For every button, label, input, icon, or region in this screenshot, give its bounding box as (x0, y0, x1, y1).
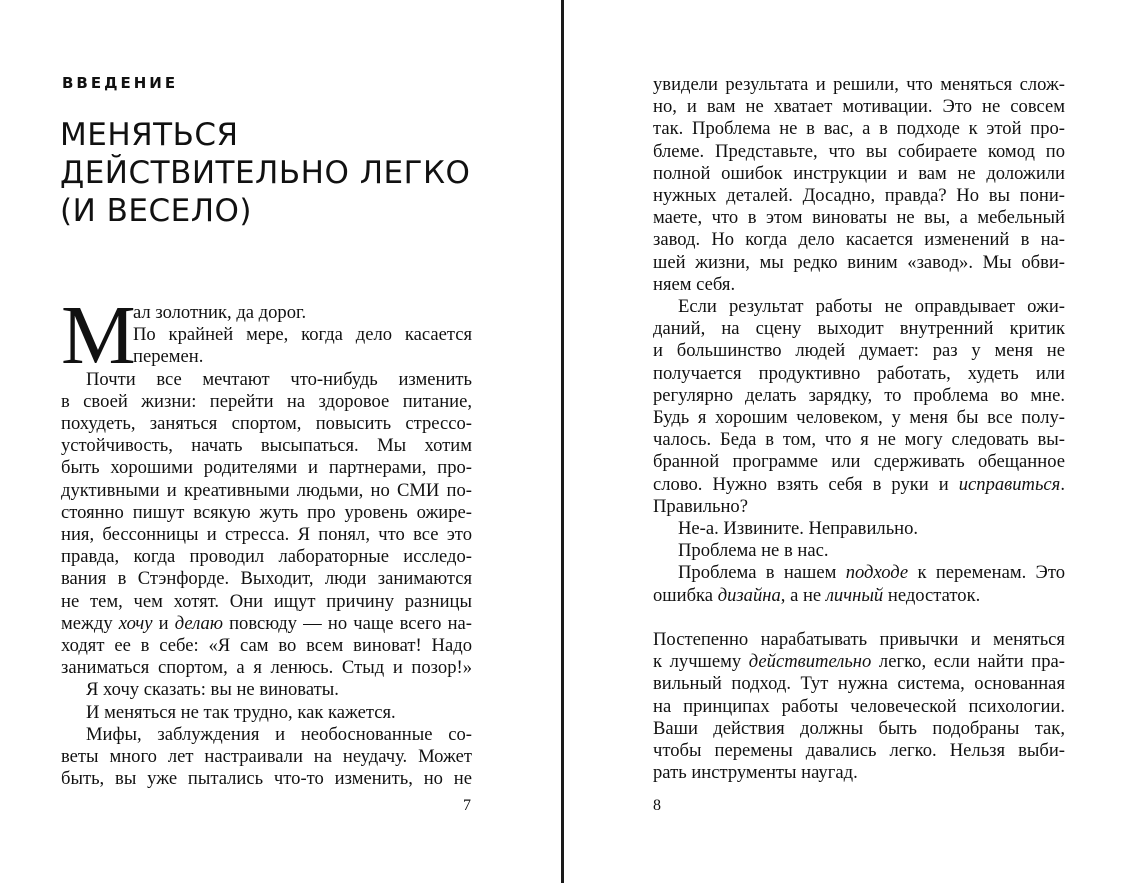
italic-text: делаю (174, 612, 223, 634)
page-number: 8 (653, 797, 661, 814)
text-line: Ваши действия должны быть подобраны так, (653, 717, 1065, 739)
text-line: устойчивость, начать высыпаться. Мы хотим (61, 435, 472, 457)
text-segment: к переменам. Это (908, 562, 1065, 584)
text-line: Мифы, заблуждения и необоснованные со- (86, 723, 472, 745)
chapter-title-line: ДЕЙСТВИТЕЛЬНО ЛЕГКО (60, 155, 471, 191)
text-line (653, 562, 1065, 584)
italic-text: исправиться (958, 473, 1061, 495)
text-line: но, и вам не хватает мотивации. Это не совсем (653, 96, 1065, 118)
text-line: завод. Но когда дело касается изменений в на- (653, 229, 1065, 251)
text-segment: ошибка (653, 584, 718, 606)
italic-text: действительно (748, 651, 872, 673)
text-line: так. Проблема не в вас, а в подходе к этой про- (653, 118, 1065, 140)
text-line: на принципах работы человеческой психологии. (653, 695, 1065, 717)
right-page-body (653, 74, 1065, 784)
text-line: в своей жизни: перейти на здоровое питание, (61, 390, 472, 412)
text-line (653, 474, 1065, 496)
left-page (0, 0, 562, 883)
text-line: даний, на сцену выходит внутренний критик (653, 318, 1065, 340)
text-line: няем себя. (653, 273, 736, 295)
text-line: увидели результата и решили, что меняться слож- (653, 74, 1065, 95)
paragraph-gap (653, 607, 1065, 629)
text-line: Не-а. Извините. Неправильно. (678, 518, 919, 540)
text-line: быть хорошими родителями и партнерами, про- (61, 457, 472, 479)
chapter-title-line: МЕНЯТЬСЯ (60, 117, 239, 153)
text-line: стоянно пишут всякую жуть про уровень ожире- (61, 501, 472, 523)
text-line: бранной программе или сдерживать обещанное (653, 451, 1065, 473)
text-line: Будь я хорошим человеком, у меня бы все полу- (653, 407, 1065, 429)
text-line: чтобы перемены давались легко. Нельзя выби- (653, 740, 1065, 762)
text-line: регулярно делать зарядку, то проблема во мне. (653, 384, 1065, 406)
chapter-title (60, 116, 480, 230)
text-line: получается продуктивно работать, худеть или (653, 362, 1065, 384)
text-line: ходят ее в себе: «Я сам во всем виноват! Надо (61, 635, 472, 657)
text-line: Постепенно нарабатывать привычки и меняться (653, 629, 1065, 651)
text-line: нужных деталей. Досадно, правда? Но вы пони- (653, 185, 1065, 207)
drop-cap: М (61, 289, 136, 382)
text-line: правда, когда проводил лабораторные исследо- (61, 546, 472, 568)
left-page-body (61, 289, 473, 790)
italic-text: дизайна (717, 584, 781, 606)
italic-text: личный (825, 584, 884, 606)
text-line: вильный подход. Тут нужна система, основанная (653, 673, 1065, 695)
text-line: блеме. Представьте, что вы собираете комод по (653, 140, 1065, 162)
text-line: веты много лет настраивали на неудачу. Может (61, 746, 472, 768)
chapter-title-line: (И ВЕСЕЛО) (60, 193, 253, 229)
text-line: похудеть, заняться спортом, повысить стрессо- (61, 413, 472, 435)
text-line: ал золотник, да дорог. (133, 302, 307, 323)
text-line: Правильно? (653, 495, 748, 517)
text-line: шей жизни, мы редко виним «завод». Мы обви- (653, 251, 1065, 273)
text-line: перемен. (133, 346, 204, 368)
text-line: ния, бессонницы и стресса. Я понял, что все это (61, 524, 472, 546)
text-segment: . (1060, 473, 1065, 495)
text-line: Я хочу сказать: вы не виноваты. (86, 679, 339, 701)
text-line (653, 651, 1065, 673)
text-segment: слово. Нужно взять себя в руки и (653, 473, 959, 495)
text-line: заниматься спортом, а я ленюсь. Стыд и позор!» (61, 657, 472, 679)
text-line: чалось. Беда в том, что я не могу следовать вы- (653, 429, 1065, 451)
page-number: 7 (463, 797, 471, 814)
text-segment: Проблема в нашем (678, 562, 846, 584)
text-segment: легко, если найти пра- (871, 651, 1065, 673)
chapter-label: ВВЕДЕНИЕ (62, 74, 179, 92)
italic-text: хочу (118, 612, 153, 634)
text-line: полной ошибок инструкции и вам не доложили (653, 162, 1065, 184)
text-line: маете, что в этом виноваты не вы, а мебельный (653, 207, 1065, 229)
text-segment: и (152, 612, 175, 634)
text-line: вания в Стэнфорде. Выходит, люди занимаются (61, 568, 472, 590)
italic-text: подходе (845, 562, 909, 584)
text-line (61, 613, 472, 635)
text-line: быть, вы уже пытались что-то изменить, но не (61, 768, 472, 790)
text-line: И меняться не так трудно, как кажется. (86, 701, 396, 723)
text-segment: повсюду — но чаще всего на- (222, 612, 473, 634)
text-line (653, 585, 1065, 607)
text-segment: , а не (780, 584, 826, 606)
text-line: По крайней мере, когда дело касается (133, 324, 472, 346)
text-line: и большинство людей думает: раз у меня не (653, 340, 1065, 362)
text-line: Проблема не в нас. (678, 540, 829, 562)
text-segment: недостаток. (883, 584, 981, 606)
text-line: не тем, чем хотят. Они ищут причину разницы (61, 590, 472, 612)
text-line: Почти все мечтают что-нибудь изменить (86, 368, 472, 390)
text-segment: к лучшему (653, 651, 749, 673)
text-segment: между (61, 612, 119, 634)
text-line: рать инструменты наугад. (653, 762, 858, 784)
text-line: Если результат работы не оправдывает ожи- (678, 296, 1065, 318)
text-line: дуктивными и креативными людьми, но СМИ по- (61, 479, 472, 501)
